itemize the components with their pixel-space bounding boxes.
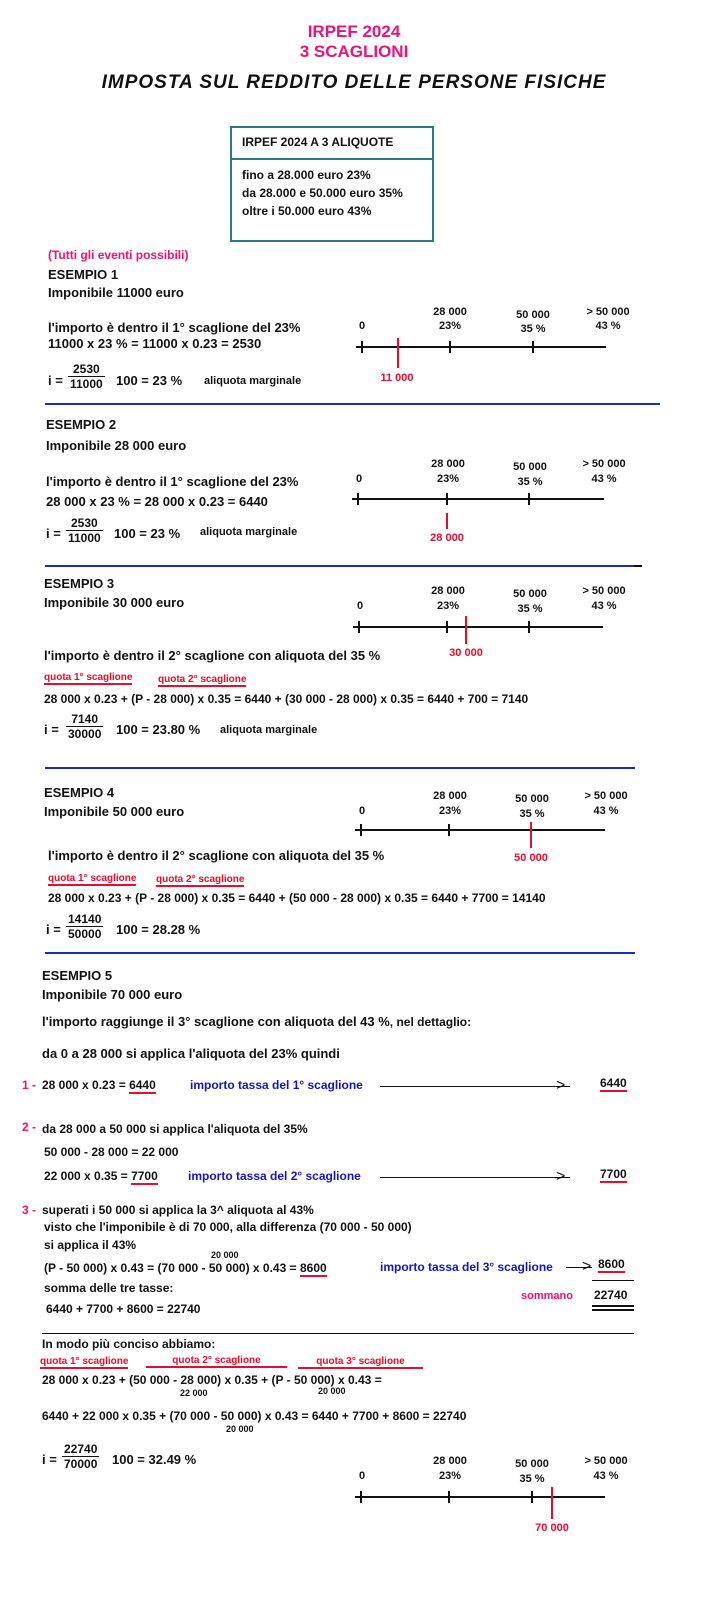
ex5-axis-line (355, 1496, 605, 1498)
ex5-line2: da 0 a 28 000 si applica l'aliquota del 23% quindi (42, 1046, 340, 1061)
title-irpef: IRPEF 2024 (307, 22, 401, 41)
ex1-marker (397, 338, 399, 368)
ex1-axis-line (356, 346, 606, 348)
ex4-line1: l'importo è dentro il 2° scaglione con aliquota del 35 % (48, 848, 385, 863)
ex4-imponibile: Imponibile 50 000 euro (44, 804, 185, 819)
ex5-tick-50000 (531, 1491, 533, 1503)
ex4-title: ESEMPIO 4 (44, 785, 115, 800)
ex3-formula: 28 000 x 0.23 + (P - 28 000) x 0.35 = 6440 + (30 000 - 28 000) x 0.35 = 6440 + 700 = 7140 (44, 692, 529, 706)
ex5-step1-arrowhead: > (556, 1077, 566, 1094)
ex5-num: 22740 (64, 1442, 98, 1456)
ex5-step3-note (380, 1260, 553, 1274)
ex5-step2-result: 7700 (600, 1167, 627, 1181)
ex1-i: i = (48, 373, 63, 388)
ex5-step2-number: 2 - (22, 1120, 37, 1134)
ex1-axis-t1: 28 000 (433, 306, 467, 318)
ex5-step2-value: 7700 (131, 1169, 158, 1183)
ex2-marker (446, 513, 448, 529)
ex5-step1-arrow (380, 1086, 570, 1087)
ex1-line2: 11000 x 23 % = 11000 x 0.23 = 2530 (48, 336, 262, 351)
ex5-axis-t2: 50 000 (515, 1458, 549, 1470)
ex5-axis-t1r: 23% (438, 1470, 462, 1482)
ex1-den: 11000 (70, 377, 103, 391)
ex5-step3-arrowhead: > (582, 1258, 592, 1275)
ex5-sommano: sommano (521, 1290, 573, 1302)
ex5-step2-calc-text: 22 000 x 0.35 = (44, 1169, 132, 1183)
ex3-title: ESEMPIO 3 (44, 576, 115, 591)
ex3-marker-label: 30 000 (449, 647, 483, 659)
divider-2 (45, 565, 635, 567)
ex2-line1: l'importo è dentro il 1° scaglione del 23% (46, 474, 299, 489)
ex5-sum-label: somma delle tre tasse: (44, 1281, 174, 1295)
box-line1: fino a 28.000 euro 23% (242, 168, 371, 182)
ex4-formula: 28 000 x 0.23 + (P - 28 000) x 0.35 = 6440 + (50 000 - 28 000) x 0.35 = 6440 + 7700 = 14140 (48, 891, 546, 905)
ex5-sum-line (592, 1280, 634, 1281)
ex5-marker (551, 1487, 553, 1519)
ex4-den: 50000 (68, 927, 102, 941)
ex5-step3-result: 8600 (598, 1257, 625, 1271)
ex5-concise-small2: 20 000 (318, 1386, 346, 1396)
ex4-marker-label: 50 000 (514, 852, 548, 864)
ex4-tick-28000 (448, 824, 450, 836)
ex2-axis-t3r: 43 % (591, 473, 617, 485)
ex5-line1 (42, 1014, 471, 1029)
divider-3 (45, 767, 635, 769)
ex5-axis-zero: 0 (358, 1470, 366, 1482)
aliquote-box (230, 126, 434, 242)
ex2-axis-t2r: 35 % (517, 476, 543, 488)
ex4-tick-0 (360, 824, 362, 836)
ex3-q2-label: quota 2° scaglione (158, 674, 247, 685)
ex4-result: 100 = 28.28 % (116, 922, 201, 937)
ex2-imponibile: Imponibile 28 000 euro (46, 438, 187, 453)
ex5-cq3: quota 3° scaglione (298, 1356, 423, 1369)
ex4-i: i = (46, 922, 61, 937)
ex2-tick-28000 (446, 493, 448, 505)
ex5-concise: In modo più conciso abbiamo: (42, 1337, 216, 1351)
ex2-axis-line (352, 498, 604, 500)
ex5-axis-t3r: 43 % (593, 1470, 619, 1482)
ex4-axis-t2r: 35 % (519, 808, 545, 820)
ex3-fraction (66, 712, 103, 741)
ex5-marker-label: 70 000 (535, 1522, 569, 1534)
ex5-total: 22740 (594, 1288, 628, 1302)
ex4-axis-t2: 50 000 (515, 793, 549, 805)
ex4-q1-label: quota 1° scaglione (48, 873, 137, 884)
ex3-imponibile: Imponibile 30 000 euro (44, 595, 185, 610)
ex5-step3-calc-text: (P - 50 000) x 0.43 = (70 000 - 50 000) x 0.43 = (44, 1261, 300, 1275)
ex1-axis-t3r: 43 % (595, 320, 621, 332)
ex1-line1: l'importo è dentro il 1° scaglione del 23% (48, 320, 301, 335)
ex3-axis-t2: 50 000 (513, 588, 547, 600)
ex5-step3-small: 20 000 (211, 1250, 239, 1260)
ex5-step2-arrowhead: > (556, 1168, 566, 1185)
ex5-concise-formula2: 6440 + 22 000 x 0.35 + (70 000 - 50 000) x 0.43 = 6440 + 7700 + 8600 = 22740 (42, 1409, 467, 1423)
ex5-i: i = (42, 1452, 57, 1467)
ex4-q2-label: quota 2° scaglione (156, 874, 245, 885)
ex5-step3-line2: visto che l'imponibile è di 70 000, alla differenza (70 000 - 50 000) (44, 1220, 412, 1234)
ex1-axis-t1r: 23% (438, 320, 462, 332)
ex1-tick-28000 (449, 341, 451, 353)
title-scaglioni: 3 SCAGLIONI (299, 42, 409, 61)
ex4-axis-t1r: 23% (438, 805, 462, 817)
ex3-axis-t3r: 43 % (591, 600, 617, 612)
ex5-concise-small3: 20 000 (226, 1424, 254, 1434)
ex4-num: 14140 (68, 912, 102, 926)
ex3-den: 30000 (68, 727, 102, 741)
ex5-line1-main: l'importo raggiunge il 3° scaglione con aliquota del 43 % (42, 1014, 390, 1029)
ex5-tick-28000 (448, 1491, 450, 1503)
ex3-axis-t1r: 23% (436, 600, 460, 612)
ex1-axis-t3: > 50 000 (586, 306, 630, 318)
ex1-num: 2530 (68, 362, 105, 377)
ex3-tick-50000 (528, 621, 530, 633)
ex5-step2-calc (44, 1169, 158, 1183)
ex5-step1-note: importo tassa del 1° scaglione (190, 1078, 363, 1092)
ex3-q1-label: quota 1° scaglione (44, 672, 133, 683)
ex1-axis-t2r: 35 % (520, 323, 546, 335)
ex1-fraction (68, 362, 105, 391)
ex5-result: 100 = 32.49 % (112, 1452, 197, 1467)
ex4-fraction (66, 912, 103, 941)
page-subtitle: IMPOSTA SUL REDDITO DELLE PERSONE FISICHE (101, 72, 607, 93)
ex2-den: 11000 (68, 531, 101, 545)
ex3-i: i = (44, 722, 59, 737)
divider-5 (42, 1333, 634, 1334)
ex3-axis-zero: 0 (356, 600, 364, 612)
ex1-tick-50000 (532, 341, 534, 353)
ex2-axis-t1: 28 000 (431, 458, 465, 470)
ex5-step3-value: 8600 (299, 1261, 327, 1275)
ex5-cq1: quota 1° scaglione (40, 1356, 129, 1367)
ex2-line2: 28 000 x 23 % = 28 000 x 0.23 = 6440 (46, 494, 268, 509)
ex2-axis-t3: > 50 000 (582, 458, 626, 470)
ex2-fraction (66, 516, 103, 545)
ex1-result: 100 = 23 % (116, 373, 183, 388)
box-line3: oltre i 50.000 euro 43% (242, 204, 372, 218)
ex5-sum: 6440 + 7700 + 8600 = 22740 (46, 1302, 201, 1316)
ex5-axis-t3: > 50 000 (584, 1455, 628, 1467)
divider-2-dash (634, 565, 642, 567)
ex3-axis-t3: > 50 000 (582, 585, 626, 597)
ex5-step1-number: 1 - (22, 1078, 37, 1092)
box-line2: da 28.000 e 50.000 euro 35% (242, 186, 403, 200)
ex3-axis-t1: 28 000 (431, 585, 465, 597)
ex2-axis-zero: 0 (355, 473, 363, 485)
ex5-cq2: quota 2° scaglione (146, 1355, 287, 1368)
ex5-step3-line3: si applica il 43% (44, 1238, 137, 1252)
ex5-imponibile: Imponibile 70 000 euro (42, 987, 183, 1002)
ex1-axis-zero: 0 (358, 320, 366, 332)
ex4-axis-zero: 0 (358, 805, 366, 817)
ex3-axis-t2r: 35 % (517, 603, 543, 615)
ex5-step1-result: 6440 (600, 1076, 627, 1090)
ex1-imponibile: Imponibile 11000 euro (48, 285, 184, 300)
box-title: IRPEF 2024 A 3 ALIQUOTE (242, 135, 394, 149)
ex3-axis-line (353, 626, 603, 628)
ex4-axis-t3r: 43 % (593, 805, 619, 817)
ex5-title: ESEMPIO 5 (42, 968, 113, 983)
ex2-title: ESEMPIO 2 (46, 417, 117, 432)
ex3-result: 100 = 23.80 % (116, 722, 201, 737)
ex5-step1-value: 6440 (129, 1078, 156, 1092)
ex2-marker-label: 28 000 (430, 532, 464, 544)
ex2-axis-t1r: 23% (436, 473, 460, 485)
divider-1 (45, 403, 660, 405)
ex5-step3-number: 3 - (22, 1203, 37, 1217)
ex4-axis-t3: > 50 000 (584, 790, 628, 802)
ex1-marker-label: 11 000 (380, 372, 414, 384)
ex5-step2-text: da 28 000 a 50 000 si applica l'aliquota del 35% (42, 1122, 308, 1136)
ex5-axis-t1: 28 000 (433, 1455, 467, 1467)
ex5-step1-calc-text: 28 000 x 0.23 = (42, 1078, 130, 1092)
ex5-axis-t2r: 35 % (519, 1473, 545, 1485)
ex1-note: aliquota marginale (204, 375, 302, 387)
ex4-axis-line (355, 829, 605, 831)
ex5-step3-line1: superati i 50 000 si applica la 3^ aliquota al 43% (42, 1203, 314, 1217)
ex2-tick-0 (357, 493, 359, 505)
ex5-step2-note: importo tassa del 2° scaglione (188, 1169, 361, 1183)
ex5-step2-arrow (380, 1177, 570, 1178)
ex2-note: aliquota marginale (200, 526, 298, 538)
ex5-concise-formula: 28 000 x 0.23 + (50 000 - 28 000) x 0.35 + (P - 50 000) x 0.43 = (42, 1373, 382, 1387)
ex3-num: 7140 (66, 712, 103, 727)
ex5-den: 70000 (64, 1457, 98, 1471)
ex5-fraction (62, 1442, 99, 1471)
ex5-step3-calc (44, 1261, 327, 1275)
ex3-note: aliquota marginale (220, 724, 318, 736)
ex1-axis-t2: 50 000 (516, 309, 550, 321)
ex5-total-double-line (592, 1305, 634, 1311)
ex4-axis-t1: 28 000 (433, 790, 467, 802)
ex5-step1-calc (42, 1078, 156, 1092)
ex5-step2-diff: 50 000 - 28 000 = 22 000 (44, 1145, 179, 1159)
ex5-concise-small1: 22 000 (180, 1388, 208, 1398)
ex1-tick-0 (361, 341, 363, 353)
ex2-tick-50000 (528, 493, 530, 505)
ex5-line1-tail: , nel dettaglio: (389, 1015, 472, 1029)
ex1-title: ESEMPIO 1 (48, 267, 119, 282)
ex4-marker (530, 822, 532, 848)
ex2-i: i = (46, 526, 61, 541)
intro-note: (Tutti gli eventi possibili) (48, 248, 189, 262)
ex3-tick-28000 (446, 621, 448, 633)
ex5-tick-0 (360, 1491, 362, 1503)
ex3-line1: l'importo è dentro il 2° scaglione con aliquota del 35 % (44, 648, 381, 663)
ex3-tick-0 (358, 621, 360, 633)
ex2-num: 2530 (66, 516, 103, 531)
ex2-axis-t2: 50 000 (513, 461, 547, 473)
ex3-marker (465, 616, 467, 644)
ex2-result: 100 = 23 % (114, 526, 181, 541)
ex5-step3-note-text: importo tassa del 3° scaglione (380, 1260, 553, 1274)
divider-4 (45, 952, 635, 954)
